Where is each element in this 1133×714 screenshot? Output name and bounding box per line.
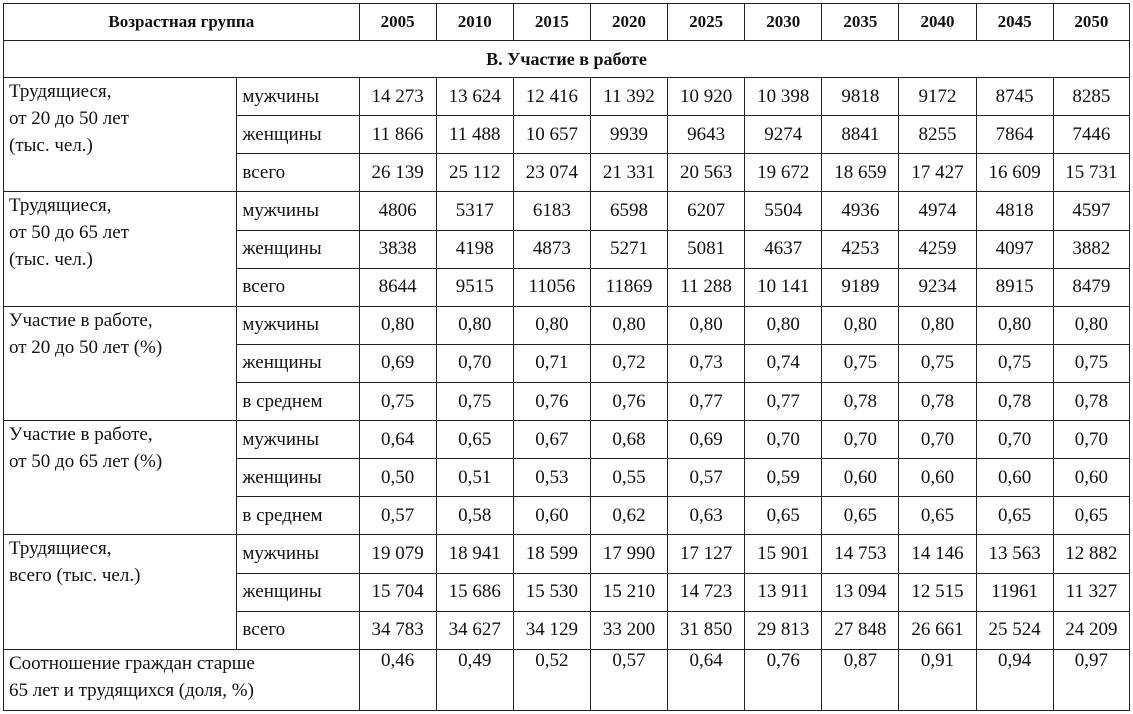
value-cell: 15 210 bbox=[590, 573, 667, 611]
value-cell: 4873 bbox=[513, 230, 590, 268]
value-cell: 7446 bbox=[1053, 116, 1129, 154]
year-header: 2020 bbox=[590, 4, 667, 41]
value-cell: 0,55 bbox=[590, 459, 667, 497]
value-cell: 29 813 bbox=[745, 611, 822, 649]
labor-participation-table bbox=[3, 3, 1130, 711]
subgroup-label: мужчины bbox=[237, 306, 359, 344]
value-cell: 9939 bbox=[590, 116, 667, 154]
table-row bbox=[4, 78, 1130, 116]
group-label-line: от 20 до 50 лет bbox=[9, 108, 129, 130]
value-cell: 0,58 bbox=[436, 497, 513, 535]
value-cell: 9274 bbox=[745, 116, 822, 154]
value-cell: 12 515 bbox=[899, 573, 976, 611]
value-cell: 8644 bbox=[359, 268, 436, 306]
value-cell: 6183 bbox=[513, 192, 590, 230]
subgroup-label: в среднем bbox=[237, 382, 359, 420]
value-cell: 9818 bbox=[822, 78, 899, 116]
value-cell: 20 563 bbox=[668, 154, 745, 192]
value-cell: 8745 bbox=[976, 78, 1053, 116]
subgroup-label: мужчины bbox=[237, 192, 359, 230]
value-cell: 23 074 bbox=[513, 154, 590, 192]
value-cell: 16 609 bbox=[976, 154, 1053, 192]
year-header: 2025 bbox=[668, 4, 745, 41]
value-cell: 0,63 bbox=[668, 497, 745, 535]
value-cell: 0,75 bbox=[822, 344, 899, 382]
group-label-line: Участие в работе, bbox=[9, 309, 153, 331]
value-cell: 9515 bbox=[436, 268, 513, 306]
value-cell: 8255 bbox=[899, 116, 976, 154]
value-cell: 0,78 bbox=[1053, 382, 1129, 420]
value-cell: 13 624 bbox=[436, 78, 513, 116]
value-cell: 0,65 bbox=[822, 497, 899, 535]
year-header: 2005 bbox=[359, 4, 436, 41]
value-cell: 0,67 bbox=[513, 421, 590, 459]
value-cell: 0,75 bbox=[976, 344, 1053, 382]
value-cell: 0,70 bbox=[899, 421, 976, 459]
value-cell: 17 127 bbox=[668, 535, 745, 573]
value-cell: 5271 bbox=[590, 230, 667, 268]
value-cell: 34 627 bbox=[436, 611, 513, 649]
value-cell: 0,80 bbox=[590, 306, 667, 344]
value-cell: 4259 bbox=[899, 230, 976, 268]
section-title: В. Участие в работе bbox=[4, 41, 1130, 78]
value-cell: 18 599 bbox=[513, 535, 590, 573]
group-label-line: от 50 до 65 лет bbox=[9, 222, 129, 244]
value-cell: 11869 bbox=[590, 268, 667, 306]
group-label bbox=[4, 192, 237, 306]
value-cell: 15 686 bbox=[436, 573, 513, 611]
age-group-header: Возрастная группа bbox=[4, 4, 360, 41]
value-cell: 4198 bbox=[436, 230, 513, 268]
value-cell: 25 524 bbox=[976, 611, 1053, 649]
value-cell: 11056 bbox=[513, 268, 590, 306]
value-cell: 0,76 bbox=[513, 382, 590, 420]
value-cell: 19 672 bbox=[745, 154, 822, 192]
subgroup-label: всего bbox=[237, 268, 359, 306]
subgroup-label: женщины bbox=[237, 116, 359, 154]
section-row bbox=[4, 41, 1130, 78]
subgroup-label: всего bbox=[237, 611, 359, 649]
subgroup-label: женщины bbox=[237, 459, 359, 497]
value-cell: 34 783 bbox=[359, 611, 436, 649]
value-cell: 0,68 bbox=[590, 421, 667, 459]
value-cell: 0,65 bbox=[436, 421, 513, 459]
value-cell: 12 882 bbox=[1053, 535, 1129, 573]
group-label bbox=[4, 78, 237, 192]
value-cell: 0,52 bbox=[513, 649, 590, 710]
value-cell: 26 661 bbox=[899, 611, 976, 649]
value-cell: 11 488 bbox=[436, 116, 513, 154]
value-cell: 9643 bbox=[668, 116, 745, 154]
value-cell: 18 941 bbox=[436, 535, 513, 573]
group-label-line: Трудящиеся, bbox=[9, 195, 112, 217]
value-cell: 0,70 bbox=[745, 421, 822, 459]
value-cell: 14 273 bbox=[359, 78, 436, 116]
ratio-label-line: Соотношение граждан старше bbox=[9, 652, 255, 674]
value-cell: 33 200 bbox=[590, 611, 667, 649]
value-cell: 5081 bbox=[668, 230, 745, 268]
value-cell: 0,80 bbox=[822, 306, 899, 344]
subgroup-label: женщины bbox=[237, 230, 359, 268]
year-header: 2030 bbox=[745, 4, 822, 41]
value-cell: 4253 bbox=[822, 230, 899, 268]
value-cell: 10 141 bbox=[745, 268, 822, 306]
value-cell: 13 094 bbox=[822, 573, 899, 611]
year-header: 2045 bbox=[976, 4, 1053, 41]
value-cell: 12 416 bbox=[513, 78, 590, 116]
value-cell: 0,97 bbox=[1053, 649, 1129, 710]
value-cell: 0,71 bbox=[513, 344, 590, 382]
value-cell: 0,60 bbox=[899, 459, 976, 497]
value-cell: 0,80 bbox=[1053, 306, 1129, 344]
value-cell: 0,77 bbox=[745, 382, 822, 420]
year-header: 2010 bbox=[436, 4, 513, 41]
value-cell: 10 657 bbox=[513, 116, 590, 154]
value-cell: 11 866 bbox=[359, 116, 436, 154]
year-header: 2015 bbox=[513, 4, 590, 41]
group-label-line: Участие в работе, bbox=[9, 424, 153, 446]
value-cell: 3882 bbox=[1053, 230, 1129, 268]
value-cell: 15 731 bbox=[1053, 154, 1129, 192]
subgroup-label: женщины bbox=[237, 344, 359, 382]
value-cell: 0,80 bbox=[745, 306, 822, 344]
value-cell: 25 112 bbox=[436, 154, 513, 192]
group-label bbox=[4, 421, 237, 535]
value-cell: 8915 bbox=[976, 268, 1053, 306]
value-cell: 5504 bbox=[745, 192, 822, 230]
value-cell: 0,57 bbox=[590, 649, 667, 710]
value-cell: 0,46 bbox=[359, 649, 436, 710]
year-header: 2040 bbox=[899, 4, 976, 41]
value-cell: 4637 bbox=[745, 230, 822, 268]
value-cell: 0,57 bbox=[359, 497, 436, 535]
group-label bbox=[4, 306, 237, 420]
value-cell: 9172 bbox=[899, 78, 976, 116]
value-cell: 0,80 bbox=[436, 306, 513, 344]
value-cell: 0,80 bbox=[899, 306, 976, 344]
value-cell: 0,62 bbox=[590, 497, 667, 535]
value-cell: 0,49 bbox=[436, 649, 513, 710]
value-cell: 0,64 bbox=[668, 649, 745, 710]
table-row bbox=[4, 192, 1130, 230]
value-cell: 10 398 bbox=[745, 78, 822, 116]
value-cell: 0,75 bbox=[1053, 344, 1129, 382]
value-cell: 0,78 bbox=[976, 382, 1053, 420]
value-cell: 0,70 bbox=[822, 421, 899, 459]
value-cell: 0,60 bbox=[1053, 459, 1129, 497]
value-cell: 0,94 bbox=[976, 649, 1053, 710]
value-cell: 11961 bbox=[976, 573, 1053, 611]
value-cell: 0,76 bbox=[590, 382, 667, 420]
group-label-line: Трудящиеся, bbox=[9, 538, 112, 560]
group-label bbox=[4, 535, 237, 649]
value-cell: 0,70 bbox=[1053, 421, 1129, 459]
value-cell: 0,57 bbox=[668, 459, 745, 497]
value-cell: 0,75 bbox=[359, 382, 436, 420]
value-cell: 13 563 bbox=[976, 535, 1053, 573]
value-cell: 24 209 bbox=[1053, 611, 1129, 649]
value-cell: 0,50 bbox=[359, 459, 436, 497]
value-cell: 0,78 bbox=[822, 382, 899, 420]
value-cell: 10 920 bbox=[668, 78, 745, 116]
group-label-line: всего (тыс. чел.) bbox=[9, 565, 141, 587]
table-row bbox=[4, 421, 1130, 459]
year-header: 2050 bbox=[1053, 4, 1129, 41]
value-cell: 0,70 bbox=[436, 344, 513, 382]
value-cell: 0,74 bbox=[745, 344, 822, 382]
value-cell: 7864 bbox=[976, 116, 1053, 154]
value-cell: 21 331 bbox=[590, 154, 667, 192]
value-cell: 11 288 bbox=[668, 268, 745, 306]
value-cell: 0,91 bbox=[899, 649, 976, 710]
value-cell: 9189 bbox=[822, 268, 899, 306]
value-cell: 4818 bbox=[976, 192, 1053, 230]
value-cell: 0,75 bbox=[899, 344, 976, 382]
value-cell: 4806 bbox=[359, 192, 436, 230]
value-cell: 0,76 bbox=[745, 649, 822, 710]
value-cell: 13 911 bbox=[745, 573, 822, 611]
value-cell: 14 146 bbox=[899, 535, 976, 573]
subgroup-label: мужчины bbox=[237, 535, 359, 573]
value-cell: 0,60 bbox=[513, 497, 590, 535]
ratio-label-line: 65 лет и трудящихся (доля, %) bbox=[9, 679, 254, 701]
value-cell: 0,65 bbox=[976, 497, 1053, 535]
value-cell: 0,69 bbox=[668, 421, 745, 459]
value-cell: 15 530 bbox=[513, 573, 590, 611]
value-cell: 0,51 bbox=[436, 459, 513, 497]
value-cell: 15 704 bbox=[359, 573, 436, 611]
table-row bbox=[4, 535, 1130, 573]
value-cell: 4974 bbox=[899, 192, 976, 230]
value-cell: 34 129 bbox=[513, 611, 590, 649]
value-cell: 17 427 bbox=[899, 154, 976, 192]
value-cell: 31 850 bbox=[668, 611, 745, 649]
value-cell: 0,87 bbox=[822, 649, 899, 710]
value-cell: 6598 bbox=[590, 192, 667, 230]
value-cell: 27 848 bbox=[822, 611, 899, 649]
value-cell: 19 079 bbox=[359, 535, 436, 573]
value-cell: 0,80 bbox=[513, 306, 590, 344]
value-cell: 0,72 bbox=[590, 344, 667, 382]
value-cell: 4097 bbox=[976, 230, 1053, 268]
group-label-line: от 50 до 65 лет (%) bbox=[9, 451, 163, 473]
value-cell: 0,65 bbox=[1053, 497, 1129, 535]
value-cell: 15 901 bbox=[745, 535, 822, 573]
value-cell: 11 392 bbox=[590, 78, 667, 116]
value-cell: 0,59 bbox=[745, 459, 822, 497]
value-cell: 0,60 bbox=[976, 459, 1053, 497]
group-label-line: от 20 до 50 лет (%) bbox=[9, 336, 163, 358]
value-cell: 0,65 bbox=[745, 497, 822, 535]
value-cell: 0,69 bbox=[359, 344, 436, 382]
value-cell: 0,65 bbox=[899, 497, 976, 535]
value-cell: 0,64 bbox=[359, 421, 436, 459]
ratio-label bbox=[4, 649, 360, 710]
subgroup-label: мужчины bbox=[237, 421, 359, 459]
subgroup-label: всего bbox=[237, 154, 359, 192]
value-cell: 0,70 bbox=[976, 421, 1053, 459]
value-cell: 14 753 bbox=[822, 535, 899, 573]
value-cell: 0,77 bbox=[668, 382, 745, 420]
value-cell: 14 723 bbox=[668, 573, 745, 611]
value-cell: 4936 bbox=[822, 192, 899, 230]
value-cell: 18 659 bbox=[822, 154, 899, 192]
value-cell: 0,80 bbox=[359, 306, 436, 344]
value-cell: 0,80 bbox=[668, 306, 745, 344]
year-header: 2035 bbox=[822, 4, 899, 41]
value-cell: 17 990 bbox=[590, 535, 667, 573]
value-cell: 0,53 bbox=[513, 459, 590, 497]
group-label-line: (тыс. чел.) bbox=[9, 249, 93, 271]
value-cell: 0,78 bbox=[899, 382, 976, 420]
value-cell: 11 327 bbox=[1053, 573, 1129, 611]
value-cell: 3838 bbox=[359, 230, 436, 268]
subgroup-label: в среднем bbox=[237, 497, 359, 535]
value-cell: 0,60 bbox=[822, 459, 899, 497]
value-cell: 0,80 bbox=[976, 306, 1053, 344]
subgroup-label: мужчины bbox=[237, 78, 359, 116]
value-cell: 26 139 bbox=[359, 154, 436, 192]
value-cell: 8479 bbox=[1053, 268, 1129, 306]
header-row bbox=[4, 4, 1130, 41]
value-cell: 6207 bbox=[668, 192, 745, 230]
value-cell: 8841 bbox=[822, 116, 899, 154]
value-cell: 4597 bbox=[1053, 192, 1129, 230]
value-cell: 9234 bbox=[899, 268, 976, 306]
ratio-row bbox=[4, 649, 1130, 710]
value-cell: 5317 bbox=[436, 192, 513, 230]
group-label-line: Трудящиеся, bbox=[9, 81, 112, 103]
group-label-line: (тыс. чел.) bbox=[9, 135, 93, 157]
value-cell: 8285 bbox=[1053, 78, 1129, 116]
value-cell: 0,75 bbox=[436, 382, 513, 420]
table-row bbox=[4, 306, 1130, 344]
value-cell: 0,73 bbox=[668, 344, 745, 382]
subgroup-label: женщины bbox=[237, 573, 359, 611]
